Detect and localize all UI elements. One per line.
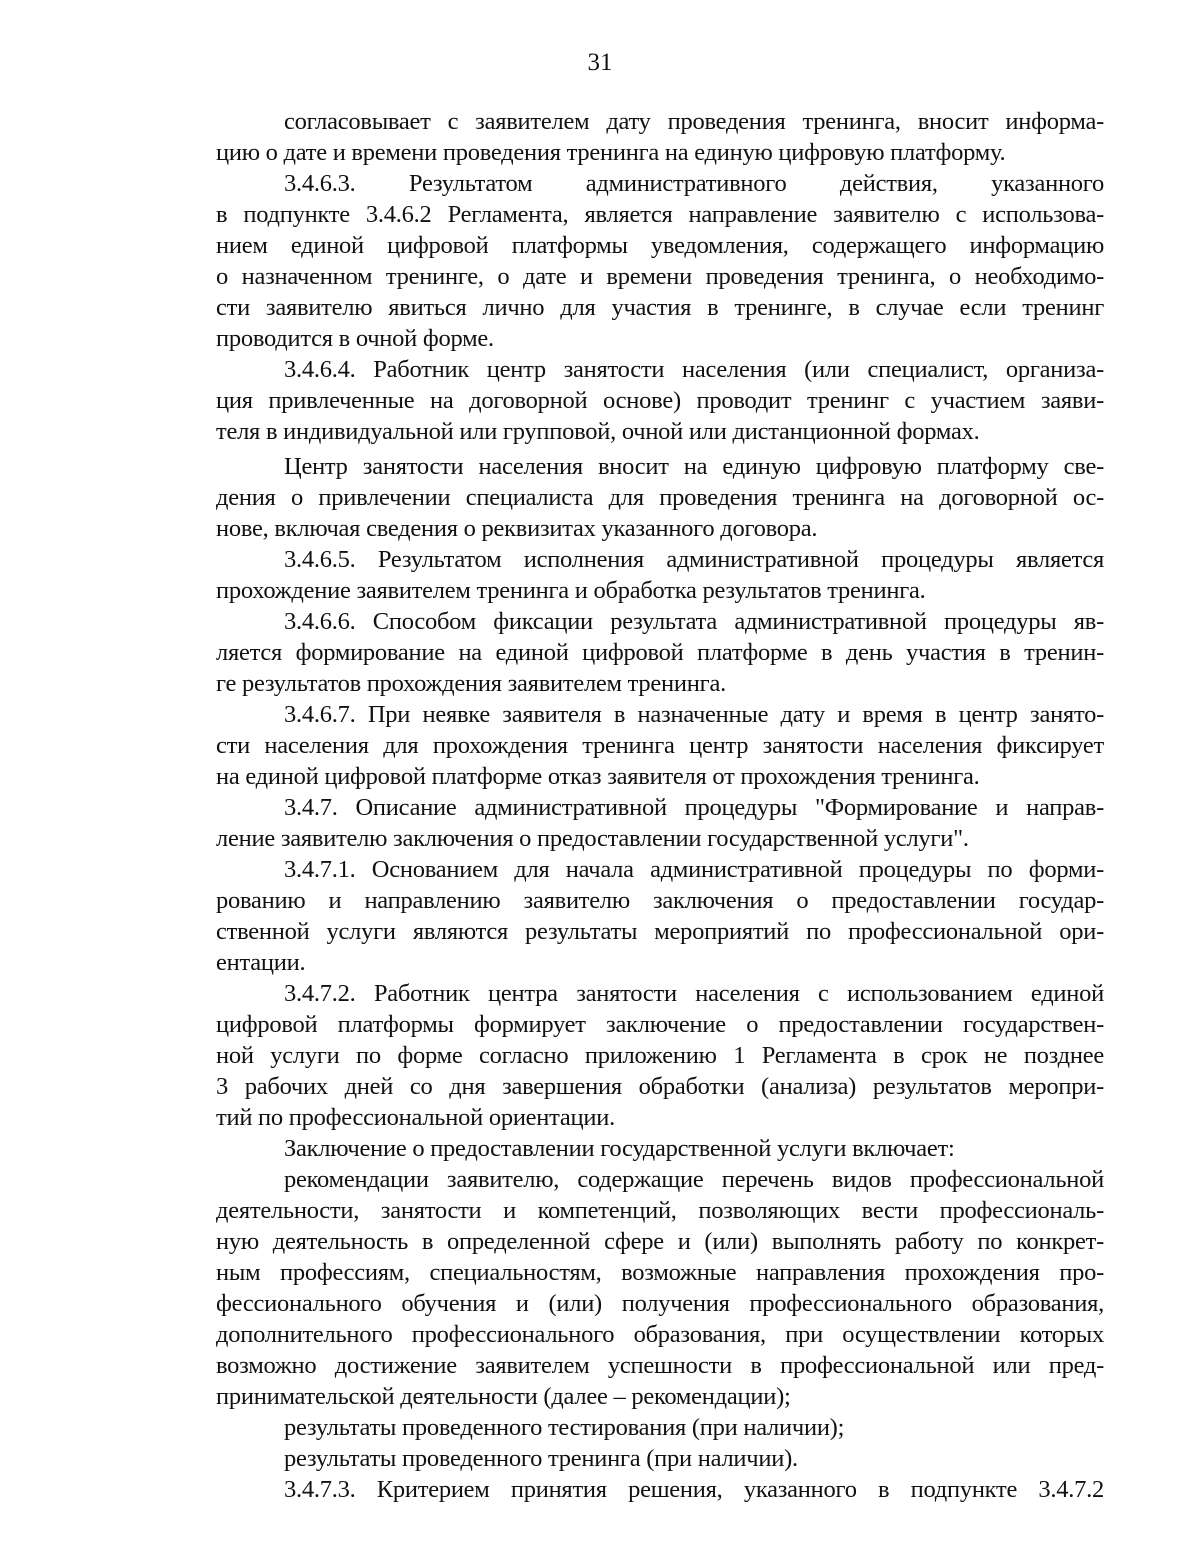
text-line: Заключение о предоставлении государственной услуги включает: [284, 1135, 955, 1162]
page-number: 31 [587, 49, 613, 76]
text-line: ление заявителю заключения о предоставлении государственной услуги". [216, 825, 969, 852]
text-line: ляется формирование на единой цифровой платформе в день участия в тренин- [216, 639, 1104, 666]
text-line: дения о привлечении специалиста для проведения тренинга на договорной ос- [216, 484, 1104, 511]
text-line: ной услуги по форме согласно приложению 1 Регламента в срок не позднее [216, 1042, 1104, 1069]
text-line: теля в индивидуальной или групповой, очной или дистанционной формах. [216, 418, 980, 445]
text-line: ция привлеченные на договорной основе) проводит тренинг с участием заяви- [216, 387, 1104, 414]
text-line: цию о дате и времени проведения тренинга на единую цифровую платформу. [216, 139, 1006, 166]
text-line: результаты проведенного тренинга (при наличии). [284, 1445, 798, 1472]
text-line: рованию и направлению заявителю заключения о предоставлении государ- [216, 887, 1104, 914]
text-line: ге результатов прохождения заявителем тренинга. [216, 670, 726, 697]
text-line: в подпункте 3.4.6.2 Регламента, является направление заявителю с использова- [216, 201, 1104, 228]
text-line: на единой цифровой платформе отказ заявителя от прохождения тренинга. [216, 763, 980, 790]
text-line: 3.4.7.3. Критерием принятия решения, указанного в подпункте 3.4.7.2 [284, 1476, 1104, 1503]
text-line: возможно достижение заявителем успешности в профессиональной или пред- [216, 1352, 1104, 1379]
text-line: нове, включая сведения о реквизитах указанного договора. [216, 515, 818, 542]
text-line: фессионального обучения и (или) получения профессионального образования, [216, 1290, 1104, 1317]
text-line: 3.4.7.1. Основанием для начала административной процедуры по форми- [284, 856, 1104, 883]
text-line: 3.4.7. Описание административной процедуры "Формирование и направ- [284, 794, 1104, 821]
text-line: Центр занятости населения вносит на единую цифровую платформу све- [284, 453, 1104, 480]
text-line: ентации. [216, 949, 306, 976]
text-line: сти заявителю явиться лично для участия в тренинге, в случае если тренинг [216, 294, 1104, 321]
text-line: тий по профессиональной ориентации. [216, 1104, 616, 1131]
text-line: прохождение заявителем тренинга и обработка результатов тренинга. [216, 577, 926, 604]
text-line: принимательской деятельности (далее – рекомендации); [216, 1383, 791, 1410]
text-line: нием единой цифровой платформы уведомления, содержащего информацию [216, 232, 1104, 259]
text-line: ственной услуги являются результаты мероприятий по профессиональной ори- [216, 918, 1104, 945]
text-line: 3.4.6.3. Результатом административного действия, указанного [284, 170, 1104, 197]
text-line: 3.4.7.2. Работник центра занятости населения с использованием единой [284, 980, 1104, 1007]
text-line: согласовывает с заявителем дату проведения тренинга, вносит информа- [284, 108, 1104, 135]
text-line: 3.4.6.4. Работник центр занятости населения (или специалист, организа- [284, 356, 1104, 383]
text-line: сти населения для прохождения тренинга центр занятости населения фиксирует [216, 732, 1104, 759]
text-line: ным профессиям, специальностям, возможные направления прохождения про- [216, 1259, 1104, 1286]
text-line: ную деятельность в определенной сфере и (или) выполнять работу по конкрет- [216, 1228, 1104, 1255]
text-line: 3.4.6.6. Способом фиксации результата административной процедуры яв- [284, 608, 1104, 635]
text-line: 3.4.6.7. При неявке заявителя в назначенные дату и время в центр занято- [284, 701, 1104, 728]
text-line: рекомендации заявителю, содержащие перечень видов профессиональной [284, 1166, 1104, 1193]
text-line: дополнительного профессионального образования, при осуществлении которых [216, 1321, 1104, 1348]
text-line: цифровой платформы формирует заключение о предоставлении государствен- [216, 1011, 1104, 1038]
body-text [216, 106, 1104, 1505]
text-line: деятельности, занятости и компетенций, позволяющих вести профессиональ- [216, 1197, 1104, 1224]
text-line: результаты проведенного тестирования (при наличии); [284, 1414, 845, 1441]
text-line: о назначенном тренинге, о дате и времени проведения тренинга, о необходимо- [216, 263, 1104, 290]
text-line: проводится в очной форме. [216, 325, 494, 352]
text-line: 3 рабочих дней со дня завершения обработки (анализа) результатов меропри- [216, 1073, 1104, 1100]
text-line: 3.4.6.5. Результатом исполнения административной процедуры является [284, 546, 1104, 573]
